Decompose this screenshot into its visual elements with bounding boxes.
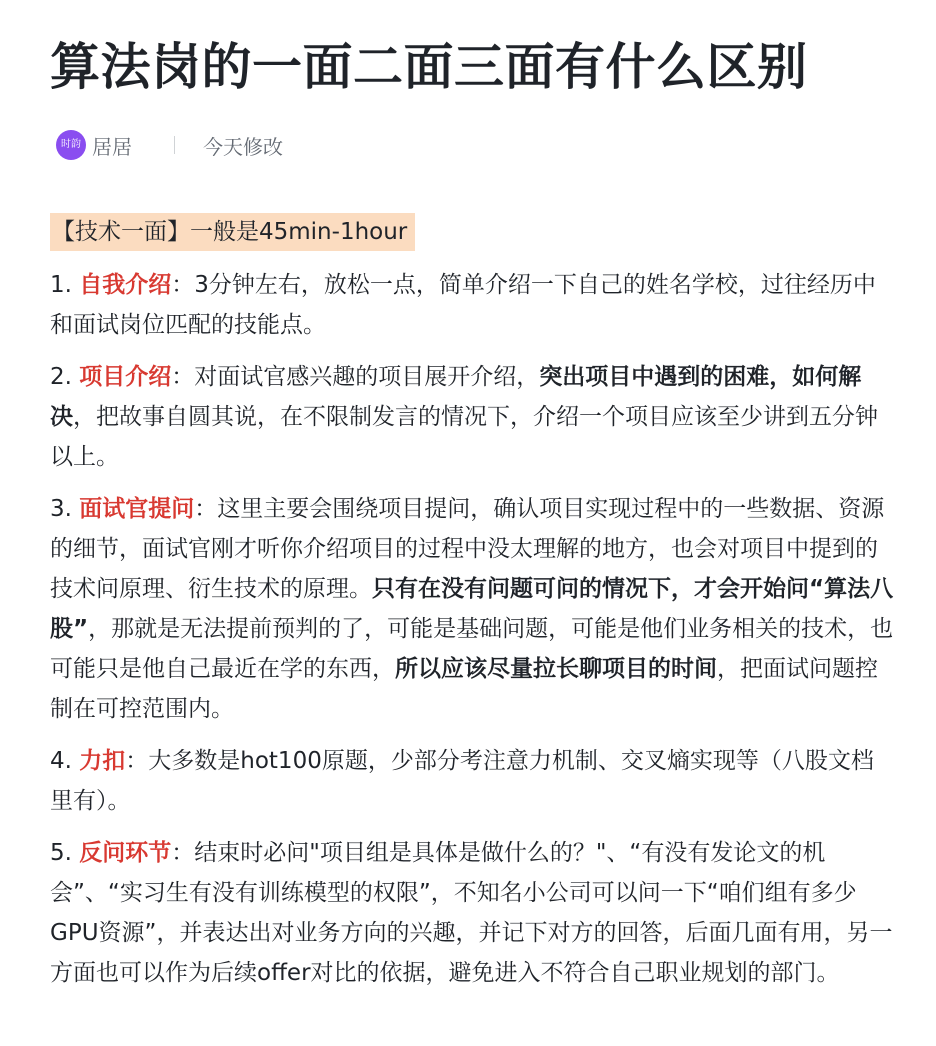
page-title: 算法岗的一面二面三面有什么区别	[50, 38, 808, 96]
item-number: 2.	[50, 364, 80, 390]
item-text: ，把面试问题控制在可控范围内。	[50, 656, 878, 722]
item-number: 4.	[50, 748, 80, 774]
list-item	[50, 265, 895, 345]
meta-divider	[174, 136, 175, 154]
item-number: 3.	[50, 496, 80, 522]
doc-meta	[56, 130, 283, 160]
item-number: 1.	[50, 272, 80, 298]
item-emphasis: 所以应该尽量拉长聊项目的时间	[395, 656, 717, 682]
list-item	[50, 833, 895, 993]
item-text: ：对面试官感兴趣的项目展开介绍，	[171, 364, 540, 390]
item-text: ：3分钟左右，放松一点，简单介绍一下自己的姓名学校，过往经历中和面试岗位匹配的技能点。	[50, 272, 876, 338]
item-label: 项目介绍	[79, 364, 172, 390]
item-label: 力扣	[79, 748, 126, 774]
list-item	[50, 357, 895, 477]
item-emphasis: 突出项目中遇到的困难，如何解决	[50, 364, 862, 430]
item-number: 5.	[50, 840, 80, 866]
article-body	[50, 212, 895, 1005]
author-name[interactable]: 居居	[92, 134, 132, 159]
item-text: ：这里主要会围绕项目提问，确认项目实现过程中的一些数据、资源的细节，面试官刚才听你介绍项目的过程中没太理解的地方，也会对项目中提到的技术问原理、衍生技术的原理。	[50, 496, 885, 602]
section-tag: 【技术一面】一般是45min-1hour	[50, 213, 415, 251]
item-text: ，那就是无法提前预判的了，可能是基础问题，可能是他们业务相关的技术，也可能只是他自己最近在学的东西，	[50, 616, 894, 682]
item-label: 自我介绍	[79, 272, 172, 298]
modified-status: 今天修改	[203, 134, 283, 159]
list-item	[50, 741, 895, 821]
item-text: ：大多数是hot100原题，少部分考注意力机制、交叉熵实现等（八股文档里有）。	[50, 748, 874, 814]
item-label: 反问环节	[79, 840, 172, 866]
avatar[interactable]: 时韵	[56, 130, 86, 160]
item-emphasis: 只有在没有问题可问的情况下，才会开始问“算法八股”	[50, 576, 894, 642]
item-text: ：结束时必问"项目组是具体是做什么的？"、“有没有发论文的机会”、“实习生有没有训练模型的权限”，不知名小公司可以问一下“咱们组有多少GPU资源”，并表达出对业务方向的兴趣，并记下对方的回答，后面几面有用，另一方面也可以作为后续offer对比的依据，避免进入不符合自己职业规划的部门。	[50, 840, 893, 986]
item-text: ，把故事自圆其说，在不限制发言的情况下，介绍一个项目应该至少讲到五分钟以上。	[50, 404, 878, 470]
list-item	[50, 489, 895, 729]
item-label: 面试官提问	[79, 496, 195, 522]
